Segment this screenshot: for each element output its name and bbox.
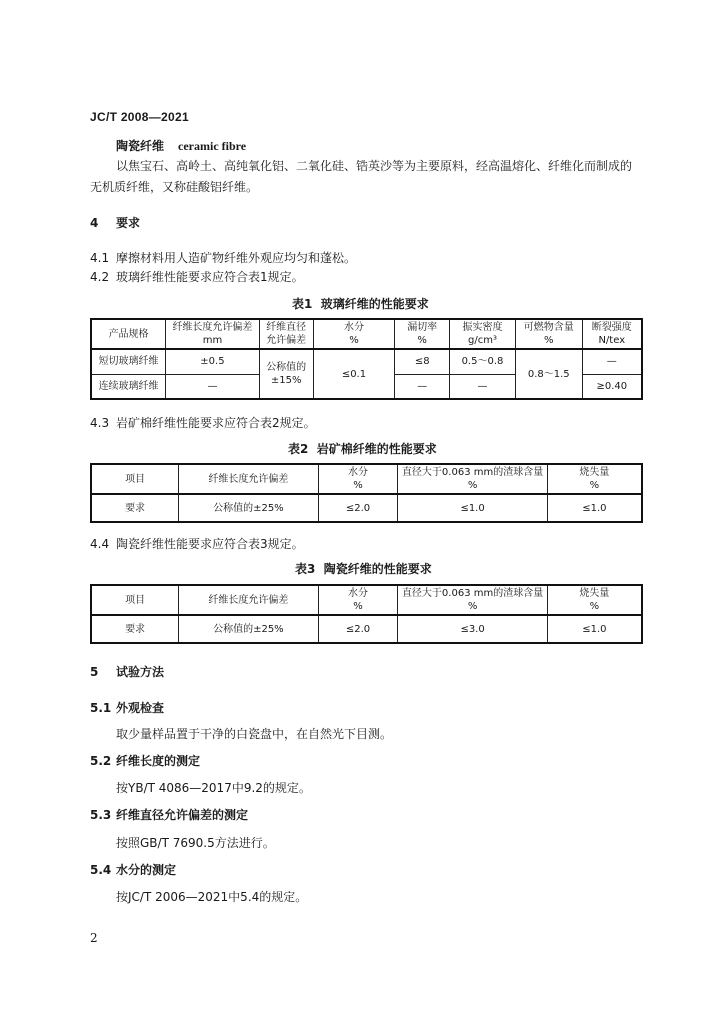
clause-5-3-heading: 5.3 纤维直径允许偏差的测定 xyxy=(90,808,249,822)
table1-header-cell: 纤维长度允许偏差 mm xyxy=(166,319,260,349)
table-row xyxy=(91,494,642,522)
term-zh: 陶瓷纤维 xyxy=(116,139,165,153)
table3-header-cell: 直径大于0.063 mm的渣球含量 % xyxy=(398,585,547,615)
table3-caption: 表3 陶瓷纤维的性能要求 xyxy=(295,562,432,576)
table2-header-cell: 直径大于0.063 mm的渣球含量 % xyxy=(398,464,547,494)
term-definition-line1: 以焦宝石、高岭土、高纯氧化铝、二氧化硅、锆英沙等为主要原料，经高温熔化、纤维化而制成的 xyxy=(116,159,633,173)
table2-header-row xyxy=(91,464,642,494)
table3-cell: 要求 xyxy=(91,615,179,643)
table3 xyxy=(90,584,643,644)
table1-cell: 短切玻璃纤维 xyxy=(91,349,166,374)
table-row xyxy=(91,615,642,643)
table3-header-cell: 水分 % xyxy=(318,585,398,615)
table2-caption: 表2 岩矿棉纤维的性能要求 xyxy=(288,442,437,456)
table1-header-cell: 纤维直径 允许偏差 xyxy=(259,319,313,349)
standard-code: JC/T 2008—2021 xyxy=(90,110,189,124)
section-5-heading: 5 试验方法 xyxy=(90,665,165,679)
table1-cell: — xyxy=(450,374,516,399)
table3-header-cell: 烧失量 % xyxy=(547,585,642,615)
table1-header-cell: 可燃物含量 % xyxy=(515,319,582,349)
table2-cell: 要求 xyxy=(91,494,179,522)
table1-header-cell: 振实密度 g/cm³ xyxy=(450,319,516,349)
table1-header-cell: 产品规格 xyxy=(91,319,166,349)
clause-5-4-body: 按JC/T 2006—2021中5.4的规定。 xyxy=(116,890,308,904)
table1-cell: ≤8 xyxy=(395,349,450,374)
table1-cell: — xyxy=(582,349,642,374)
term-en: ceramic fibre xyxy=(178,139,247,153)
table2-cell: ≤1.0 xyxy=(398,494,547,522)
table1-cell: — xyxy=(166,374,260,399)
clause-5-4-heading: 5.4 水分的测定 xyxy=(90,863,177,877)
table1-cell: ≥0.40 xyxy=(582,374,642,399)
page-number: 2 xyxy=(90,931,98,945)
table1-header-row xyxy=(91,319,642,349)
table2-cell: ≤1.0 xyxy=(547,494,642,522)
table1-header-cell: 断裂强度 N/tex xyxy=(582,319,642,349)
table2-header-cell: 纤维长度允许偏差 xyxy=(179,464,318,494)
clause-5-3-body: 按照GB/T 7690.5方法进行。 xyxy=(116,836,275,850)
term-heading xyxy=(116,137,246,154)
table2 xyxy=(90,463,643,523)
table3-header-row xyxy=(91,585,642,615)
section-4-heading: 4 要求 xyxy=(90,216,141,230)
table1-cell-diameter: 公称值的 ±15% xyxy=(259,349,313,399)
table3-cell: 公称值的±25% xyxy=(179,615,318,643)
table1-cell: 0.5～0.8 xyxy=(450,349,516,374)
table3-header-cell: 项目 xyxy=(91,585,179,615)
table1-cell: ±0.5 xyxy=(166,349,260,374)
table3-cell: ≤3.0 xyxy=(398,615,547,643)
table3-header-cell: 纤维长度允许偏差 xyxy=(179,585,318,615)
table-row xyxy=(91,349,642,374)
table3-cell: ≤2.0 xyxy=(318,615,398,643)
clause-5-2-heading: 5.2 纤维长度的测定 xyxy=(90,754,201,768)
table1-cell: 连续玻璃纤维 xyxy=(91,374,166,399)
table3-cell: ≤1.0 xyxy=(547,615,642,643)
clause-5-2-body: 按YB/T 4086—2017中9.2的规定。 xyxy=(116,781,311,795)
table2-cell: 公称值的±25% xyxy=(179,494,318,522)
table2-header-cell: 项目 xyxy=(91,464,179,494)
table2-cell: ≤2.0 xyxy=(318,494,398,522)
table1-header-cell: 漏切率 % xyxy=(395,319,450,349)
clause-4-3: 4.3 岩矿棉纤维性能要求应符合表2规定。 xyxy=(90,416,316,430)
term-definition-line2: 无机质纤维，又称硅酸铝纤维。 xyxy=(90,180,259,194)
table1-header-cell: 水分 % xyxy=(313,319,395,349)
clause-5-1-heading: 5.1 外观检查 xyxy=(90,701,165,715)
table2-header-cell: 水分 % xyxy=(318,464,398,494)
clause-4-4: 4.4 陶瓷纤维性能要求应符合表3规定。 xyxy=(90,537,304,551)
table1-cell: — xyxy=(395,374,450,399)
table1-cell-moisture: ≤0.1 xyxy=(313,349,395,399)
clause-4-1: 4.1 摩擦材料用人造矿物纤维外观应均匀和蓬松。 xyxy=(90,251,357,265)
clause-4-2: 4.2 玻璃纤维性能要求应符合表1规定。 xyxy=(90,270,304,284)
table2-header-cell: 烧失量 % xyxy=(547,464,642,494)
table1 xyxy=(90,318,643,400)
table1-caption: 表1 玻璃纤维的性能要求 xyxy=(292,297,429,311)
clause-5-1-body: 取少量样品置于干净的白瓷盘中，在自然光下目测。 xyxy=(116,727,393,741)
table1-cell-combustible: 0.8～1.5 xyxy=(515,349,582,399)
